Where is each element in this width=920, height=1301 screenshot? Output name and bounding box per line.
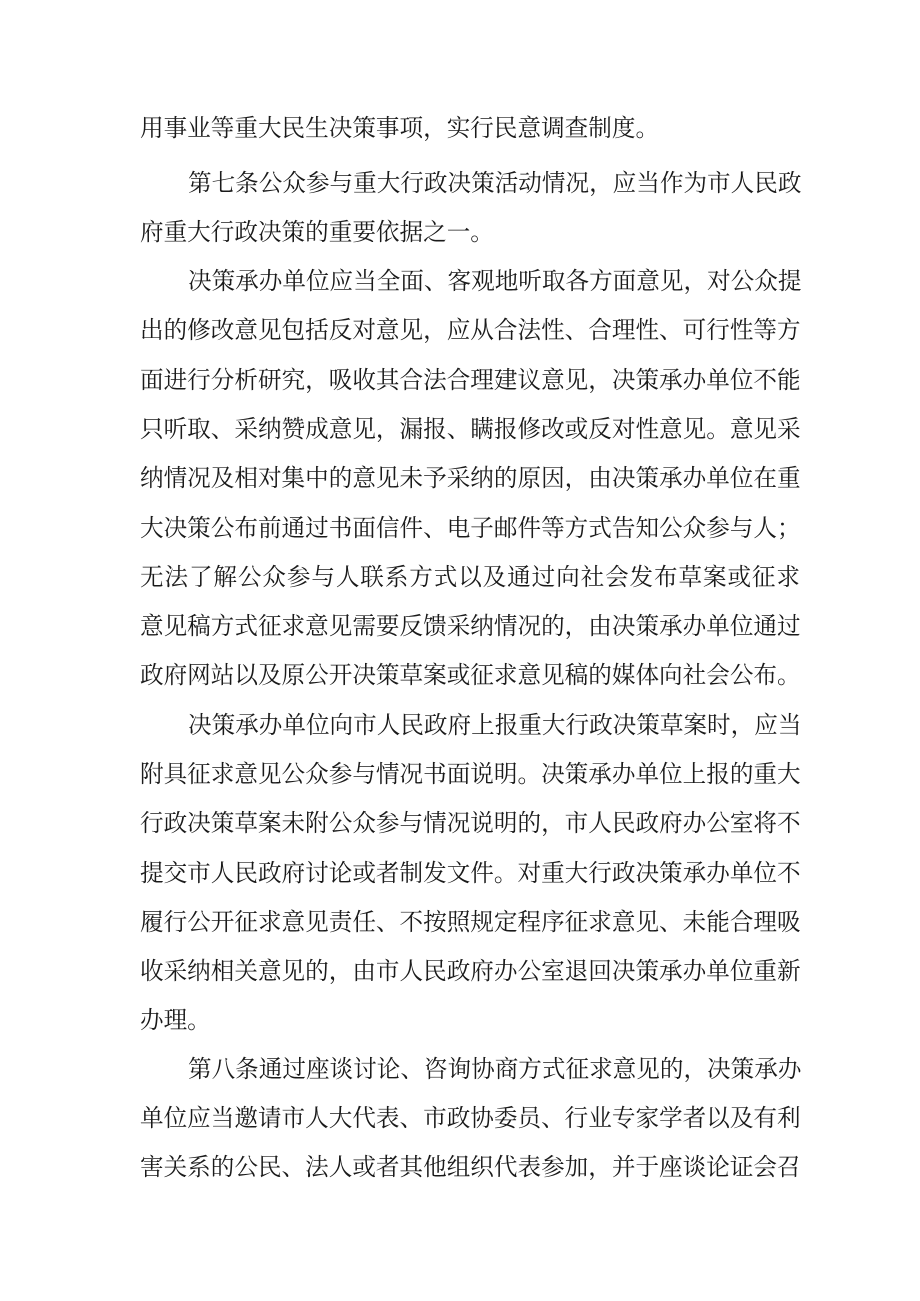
text-line: 收采纳相关意见的，由市人民政府办公室退回决策承办单位重新 xyxy=(140,957,801,985)
text-line: 出的修改意见包括反对意见，应从合法性、合理性、可行性等方 xyxy=(140,316,801,344)
text-line: 府重大行政决策的重要依据之一。 xyxy=(140,218,494,246)
text-line: 附具征求意见公众参与情况书面说明。决策承办单位上报的重大 xyxy=(140,760,801,788)
text-line: 面进行分析研究，吸收其合法合理建议意见，决策承办单位不能 xyxy=(140,366,801,394)
text-line: 纳情况及相对集中的意见未予采纳的原因，由决策承办单位在重 xyxy=(140,464,801,492)
text-line: 第七条公众参与重大行政决策活动情况，应当作为市人民政 xyxy=(188,169,802,197)
text-line: 单位应当邀请市人大代表、市政协委员、行业专家学者以及有利 xyxy=(140,1104,801,1132)
text-line: 决策承办单位向市人民政府上报重大行政决策草案时，应当 xyxy=(188,711,802,739)
text-line: 行政决策草案未附公众参与情况说明的，市人民政府办公室将不 xyxy=(140,809,801,837)
text-line: 履行公开征求意见责任、不按照规定程序征求意见、未能合理吸 xyxy=(140,908,801,936)
text-line: 无法了解公众参与人联系方式以及通过向社会发布草案或征求 xyxy=(140,563,800,591)
text-line: 决策承办单位应当全面、客观地听取各方面意见，对公众提 xyxy=(188,267,802,295)
text-line: 意见稿方式征求意见需要反馈采纳情况的，由决策承办单位通过 xyxy=(140,612,801,640)
text-line: 害关系的公民、法人或者其他组织代表参加，并于座谈论证会召 xyxy=(140,1153,801,1181)
text-line: 只听取、采纳赞成意见，漏报、瞒报修改或反对性意见。意见采 xyxy=(140,415,801,443)
text-line: 用事业等重大民生决策事项，实行民意调查制度。 xyxy=(140,114,660,142)
text-line: 办理。 xyxy=(140,1006,211,1034)
text-line: 第八条通过座谈讨论、咨询协商方式征求意见的，决策承办 xyxy=(188,1055,802,1083)
text-line: 政府网站以及原公开决策草案或征求意见稿的媒体向社会公布。 xyxy=(140,661,801,689)
text-line: 提交市人民政府讨论或者制发文件。对重大行政决策承办单位不 xyxy=(140,859,801,887)
text-line: 大决策公布前通过书面信件、电子邮件等方式告知公众参与人； xyxy=(140,514,801,542)
